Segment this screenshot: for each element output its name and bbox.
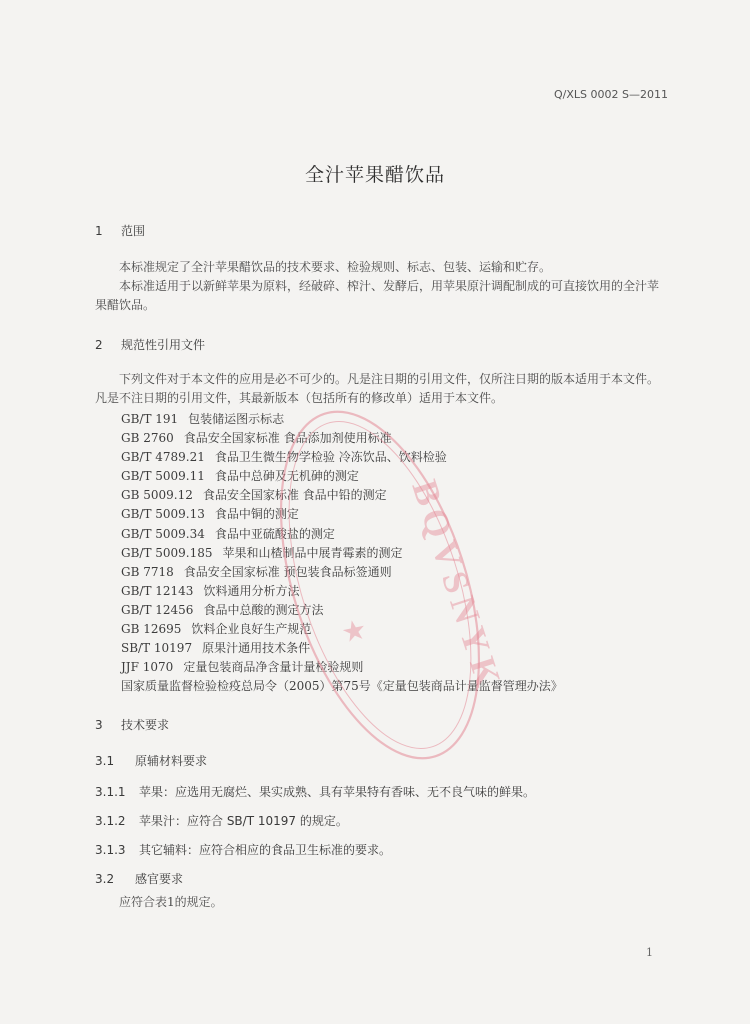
svg-text:★: ★ xyxy=(333,613,376,654)
section-number: 3 xyxy=(95,718,103,732)
reference-item: JJF 1070 定量包装商品净含量计量检验规则 xyxy=(121,660,364,675)
page-number: 1 xyxy=(646,946,653,959)
section-number: 1 xyxy=(95,224,103,238)
reference-item: GB 5009.12 食品安全国家标准 食品中铅的测定 xyxy=(121,488,387,503)
section-title: 范围 xyxy=(121,224,146,238)
section-number: 3.2 xyxy=(95,872,115,886)
section-title: 原辅材料要求 xyxy=(135,754,208,768)
reference-item: GB/T 5009.11 食品中总砷及无机砷的测定 xyxy=(121,469,359,484)
scope-paragraph-2: 本标准适用于以新鲜苹果为原料，经破碎、榨汁、发酵后，用苹果原汁调配制成的可直接饮用的全汁苹果醋饮品。 xyxy=(95,279,660,312)
section-2-heading xyxy=(95,336,205,353)
reference-item: GB/T 5009.13 食品中铜的测定 xyxy=(121,507,299,522)
reference-list xyxy=(121,410,641,696)
clause-number: 3.1.1 xyxy=(95,785,126,799)
reference-item: GB 7718 食品安全国家标准 预包装食品标签通则 xyxy=(121,564,392,579)
clause-3-1-1 xyxy=(95,783,535,800)
clause-number: 3.1.2 xyxy=(95,814,126,828)
reference-item: GB 2760 食品安全国家标准 食品添加剂使用标准 xyxy=(121,431,392,446)
clause-number: 3.1.3 xyxy=(95,843,126,857)
clause-text: 其它辅料：应符合相应的食品卫生标准的要求。 xyxy=(139,843,392,857)
section-3-1-heading xyxy=(95,752,207,769)
sensory-paragraph: 应符合表1的规定。 xyxy=(119,895,223,909)
section-number: 2 xyxy=(95,338,103,352)
reference-item: GB/T 12456 食品中总酸的测定方法 xyxy=(121,602,324,617)
reference-item: GB/T 5009.185 苹果和山楂制品中展青霉素的测定 xyxy=(121,545,403,560)
section-number: 3.1 xyxy=(95,754,115,768)
reference-item: GB/T 4789.21 食品卫生微生物学检验 冷冻饮品、饮料检验 xyxy=(121,450,447,465)
section-1-heading xyxy=(95,222,145,239)
reference-item: SB/T 10197 原果汁通用技术条件 xyxy=(121,641,311,656)
reference-item: GB/T 191 包装储运图示标志 xyxy=(121,412,285,426)
reference-item: GB 12695 饮料企业良好生产规范 xyxy=(121,622,312,637)
reference-item: 国家质量监督检验检疫总局令（2005）第75号《定量包装商品计量监督管理办法》 xyxy=(121,679,563,694)
clause-text: 苹果：应选用无腐烂、果实成熟、具有苹果特有香味、无不良气味的鲜果。 xyxy=(139,785,536,799)
reference-item: GB/T 12143 饮料通用分析方法 xyxy=(121,583,300,598)
document-code: Q/XLS 0002 S—2011 xyxy=(554,88,668,101)
scope-paragraph-1: 本标准规定了全汁苹果醋饮品的技术要求、检验规则、标志、包装、运输和贮存。 xyxy=(119,260,552,274)
reference-item: GB/T 5009.34 食品中亚硫酸盐的测定 xyxy=(121,526,335,541)
clause-3-1-2 xyxy=(95,812,348,829)
page-title: 全汁苹果醋饮品 xyxy=(304,164,445,186)
section-title: 技术要求 xyxy=(121,718,170,732)
normative-intro: 下列文件对于本文件的应用是必不可少的。凡是注日期的引用文件，仅所注日期的版本适用于本文件。凡是不注日期的引用文件，其最新版本（包括所有的修改单）适用于本文件。 xyxy=(95,372,660,405)
clause-text: 苹果汁：应符合 SB/T 10197 的规定。 xyxy=(139,814,348,828)
svg-text:BQVSNYK: BQVSNYK xyxy=(404,475,511,697)
clause-3-1-3 xyxy=(95,841,391,858)
section-3-heading xyxy=(95,716,169,733)
section-title: 感官要求 xyxy=(135,872,184,886)
section-title: 规范性引用文件 xyxy=(121,338,206,352)
section-3-2-heading xyxy=(95,870,183,887)
